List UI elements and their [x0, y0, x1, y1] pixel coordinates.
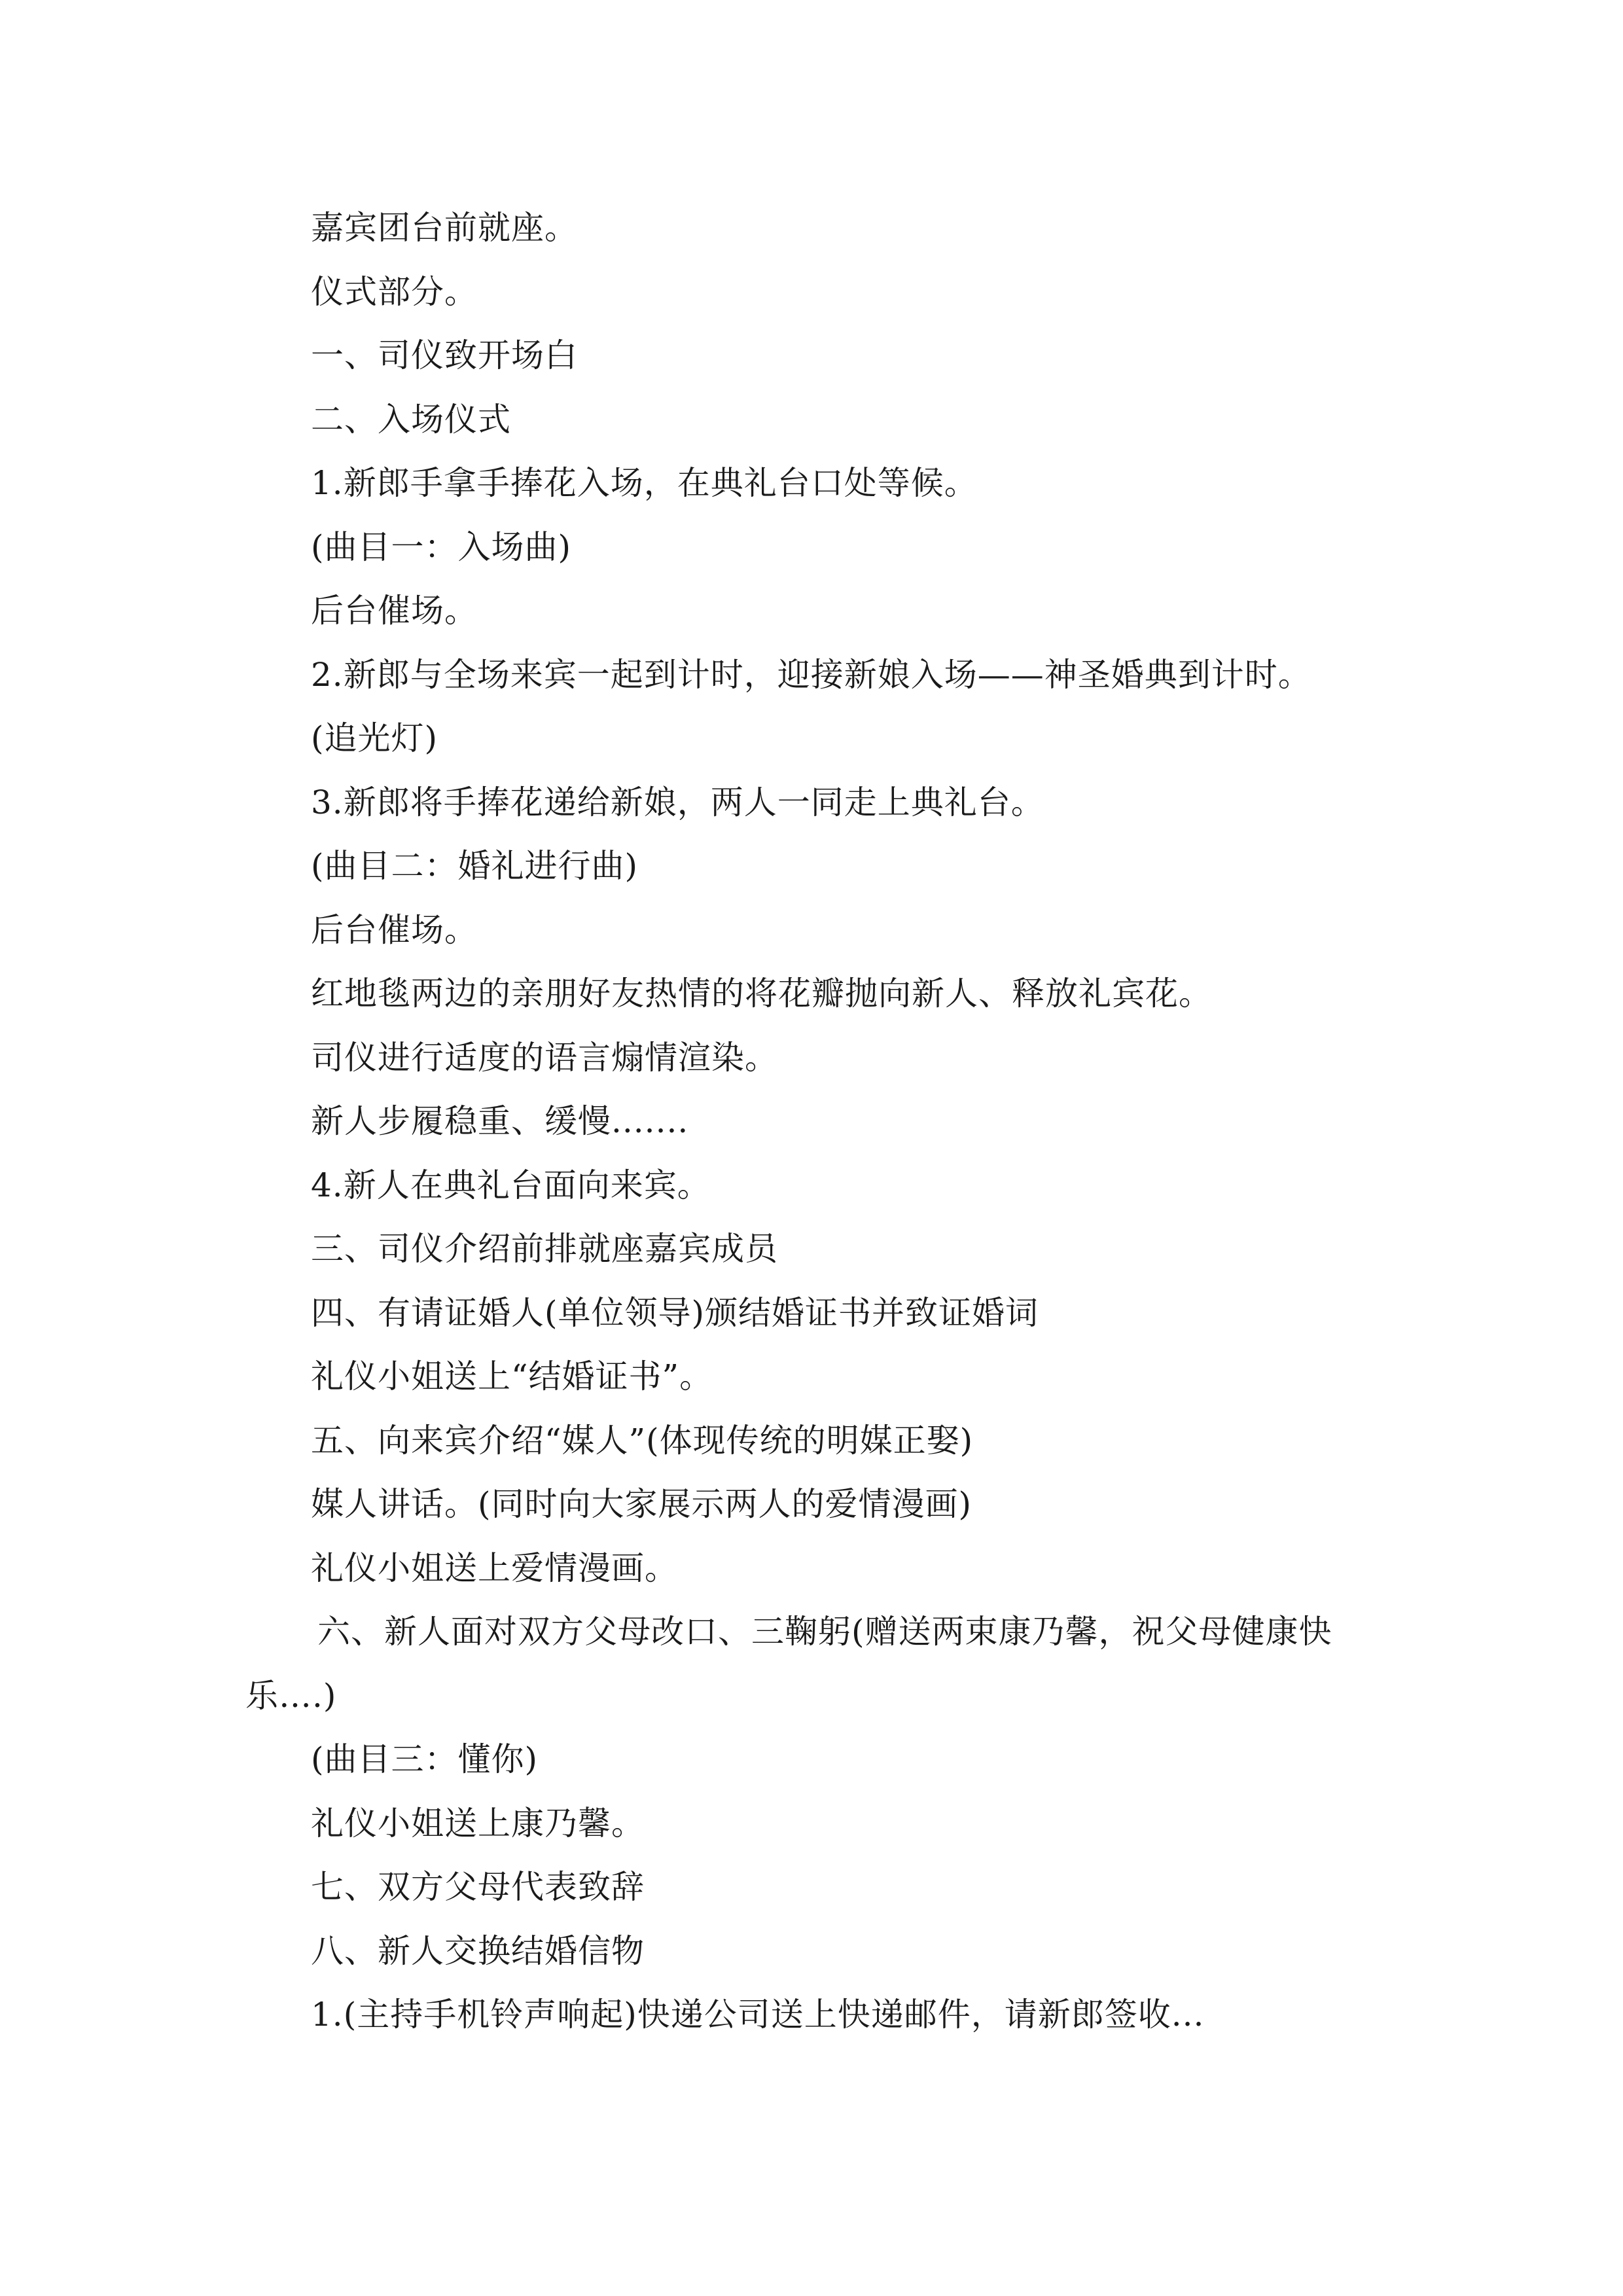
section-heading: 一、司仪致开场白: [311, 336, 578, 374]
text-line: 礼仪小姐送上“结婚证书”。: [311, 1357, 713, 1395]
text-line: (曲目三：懂你): [311, 1740, 539, 1778]
text-line: 新人步履稳重、缓慢.......: [311, 1102, 689, 1140]
section-heading: 六、新人面对双方父母改口、三鞠躬(赠送两束康乃馨，祝父母健康快乐….): [245, 1613, 1332, 1715]
section-heading: 五、向来宾介绍“媒人”(体现传统的明媒正娶): [311, 1421, 974, 1460]
text-line: 后台催场。: [311, 592, 478, 630]
section-heading: 三、司仪介绍前排就座嘉宾成员: [311, 1230, 778, 1268]
text-line: 仪式部分。: [311, 272, 478, 311]
text-line: 媒人讲话。(同时向大家展示两人的爱情漫画): [311, 1485, 972, 1523]
document-body: [245, 196, 1397, 2047]
text-line: 2.新郎与全场来宾一起到计时，迎接新娘入场——神圣婚典到计时。: [311, 655, 1311, 694]
section-heading: 八、新人交换结婚信物: [311, 1931, 645, 1970]
text-line: 礼仪小姐送上爱情漫画。: [311, 1549, 678, 1587]
text-line: 1.新郎手拿手捧花入场，在典礼台口处等候。: [311, 464, 978, 502]
text-line: 3.新郎将手捧花递给新娘，两人一同走上典礼台。: [311, 783, 1044, 821]
section-heading: 二、入场仪式: [311, 400, 511, 439]
text-line: (曲目二：婚礼进行曲): [311, 847, 639, 885]
text-line: 1.(主持手机铃声响起)快递公司送上快递邮件，请新郎签收...: [311, 1996, 1205, 2034]
section-heading: 七、双方父母代表致辞: [311, 1868, 645, 1906]
text-line: (追光灯): [311, 719, 438, 757]
text-line: 后台催场。: [311, 910, 478, 949]
text-line: (曲目一：入场曲): [311, 528, 572, 566]
text-line: 司仪进行适度的语言煽情渲染。: [311, 1038, 778, 1077]
text-line: 4.新人在典礼台面向来宾。: [311, 1166, 711, 1204]
text-line: 红地毯两边的亲朋好友热情的将花瓣抛向新人、释放礼宾花。: [311, 975, 1212, 1013]
text-line: 嘉宾团台前就座。: [311, 209, 578, 247]
section-heading: 四、有请证婚人(单位领导)颁结婚证书并致证婚词: [311, 1293, 1039, 1332]
text-line: 礼仪小姐送上康乃馨。: [311, 1804, 645, 1842]
